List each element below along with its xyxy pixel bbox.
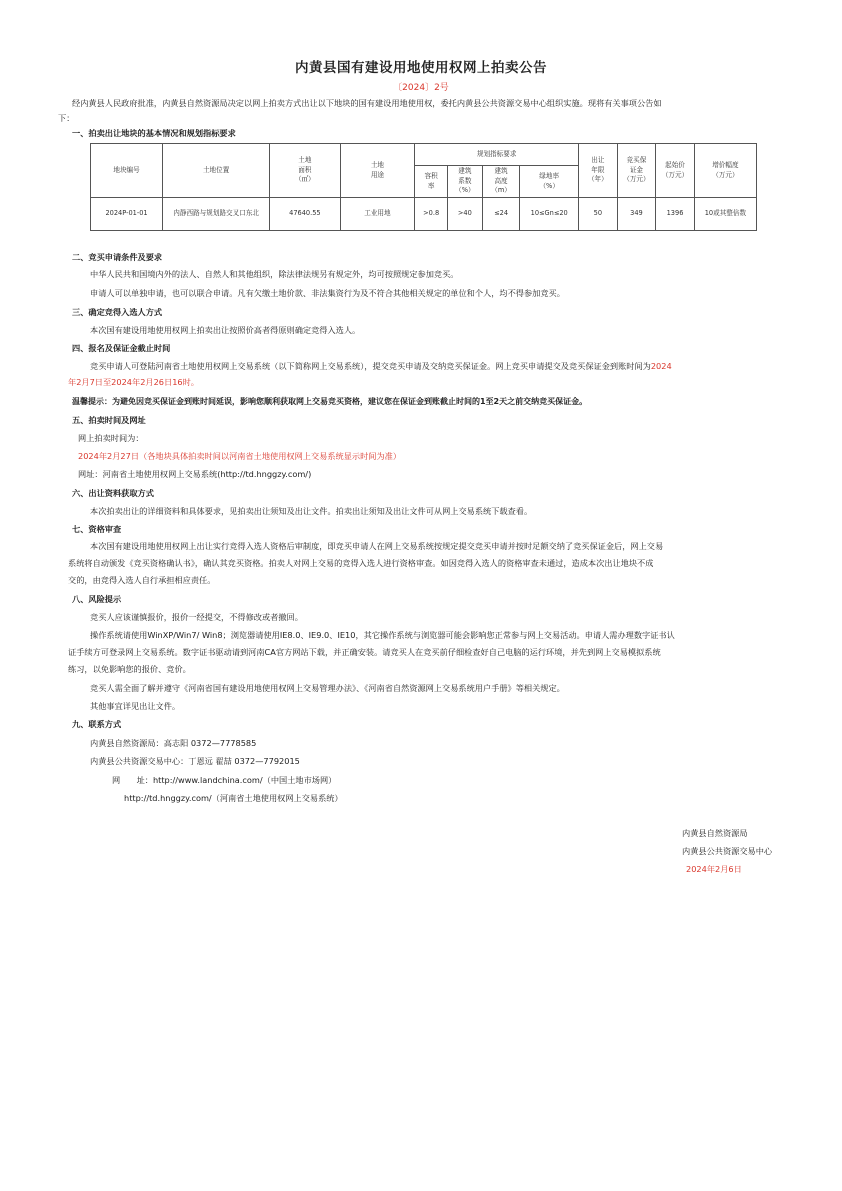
contact-website-1: 网 址：http://www.landchina.com/（中国土地市场网）	[112, 775, 337, 785]
section-3-para-1: 本次国有建设用地使用权网上拍卖出让按照价高者得原则确定竞得入选人。	[90, 325, 361, 335]
section-6-heading: 六、出让资料获取方式	[72, 488, 154, 498]
cell-term: 50	[579, 198, 618, 231]
th-increment: 增价幅度 （万元）	[694, 144, 756, 198]
section-1-heading: 一、拍卖出让地块的基本情况和规划指标要求	[72, 128, 236, 138]
signature-date: 2024年2月6日	[686, 864, 742, 874]
page-title: 内黄县国有建设用地使用权网上拍卖公告	[295, 60, 547, 76]
section-8-para-2-line-2: 证手续方可登录网上交易系统。数字证书驱动请到河南CA官方网站下载，并正确安装。请竞买人在竞买前仔细检查好自己电脑的运行环境，并先到网上交易模拟系统	[68, 647, 661, 657]
th-height: 建筑 高度 （m）	[482, 166, 520, 198]
document-number: 〔2024〕2号	[393, 83, 449, 93]
section-8-para-1: 竞买人应该谨慎报价，报价一经提交，不得修改或者撤回。	[90, 612, 303, 622]
th-area: 土地 面积 （㎡）	[270, 144, 340, 198]
signature-center: 内黄县公共资源交易中心	[682, 846, 773, 856]
section-8-heading: 八、风险提示	[72, 594, 122, 604]
section-5-para-1: 网上拍卖时间为：	[78, 433, 144, 443]
th-planning: 规划指标要求	[415, 144, 579, 166]
cell-green: 10≤Gn≤20	[520, 198, 579, 231]
th-start-price: 起始价 （万元）	[656, 144, 695, 198]
contact-resources-bureau: 内黄县自然资源局：高志阳 0372—7778585	[90, 738, 257, 748]
section-6-para-1: 本次拍卖出让的详细资料和具体要求，见拍卖出让须知及出让文件。拍卖出让须知及出让文件可从网上交易系统下载查看。	[90, 506, 533, 516]
cell-use: 工业用地	[340, 198, 415, 231]
section-8-para-4: 其他事宜详见出让文件。	[90, 701, 181, 711]
section-8-para-2-line-3: 练习，以免影响您的报价、竞价。	[68, 664, 191, 674]
table-row	[91, 198, 757, 231]
section-7-line-3: 交的，由竞得入选人自行承担相应责任。	[68, 575, 216, 585]
contact-trading-center: 内黄县公共资源交易中心：丁恩远 翟喆 0372—7792015	[90, 756, 300, 766]
section-4-para-1: 竞买申请人可登陆河南省土地使用权网上交易系统（以下简称网上交易系统），提交竞买申请及交纳竞买保证金。网上竞买申请提交及竞买保证金到账时间为2024	[90, 361, 672, 371]
intro-tail: 下：	[58, 113, 75, 123]
section-3-heading: 三、确定竞得入选人方式	[72, 307, 163, 317]
th-coverage: 建筑 系数 （%）	[447, 166, 482, 198]
th-location: 土地位置	[163, 144, 270, 198]
section-4-tip: 温馨提示：为避免因竞买保证金到账时间延误，影响您顺利获取网上交易竞买资格，建议您在保证金到账截止时间的1至2天之前交纳竞买保证金。	[72, 397, 588, 406]
cell-increment: 10或其整倍数	[694, 198, 756, 231]
section-8-para-2-line-1: 操作系统请使用WinXP/Win7/ Win8；浏览器请使用IE8.0、IE9.0、IE10，其它操作系统与浏览器可能会影响您正常参与网上交易活动。申请人需办理数字证书认	[90, 630, 675, 640]
signature-bureau: 内黄县自然资源局	[682, 828, 748, 838]
th-far: 容积 率	[415, 166, 448, 198]
section-2-heading: 二、竞买申请条件及要求	[72, 252, 163, 262]
cell-height: ≤24	[482, 198, 520, 231]
section-4-deadline: 年2月7日至2024年2月26日16时。	[68, 377, 199, 387]
section-9-heading: 九、联系方式	[72, 719, 122, 729]
th-green: 绿地率 （%）	[520, 166, 579, 198]
section-2-para-2: 申请人可以单独申请，也可以联合申请。凡有欠缴土地价款、非法集资行为及不符合其他相关规定的单位和个人，均不得参加竞买。	[90, 288, 565, 298]
section-5-website: 网址：河南省土地使用权网上交易系统(http://td.hnggzy.com/)	[78, 469, 312, 479]
contact-website-2: http://td.hnggzy.com/（河南省土地使用权网上交易系统）	[124, 793, 343, 803]
cell-far: >0.8	[415, 198, 448, 231]
section-2-para-1: 中华人民共和国境内外的法人、自然人和其他组织，除法律法规另有规定外，均可按照规定参加竞买。	[90, 269, 459, 279]
section-8-para-3: 竞买人需全面了解并遵守《河南省国有建设用地使用权网上交易管理办法》、《河南省自然资源网上交易系统用户手册》等相关规定。	[90, 683, 565, 693]
section-4-heading: 四、报名及保证金截止时间	[72, 343, 171, 353]
th-term: 出让 年限 （年）	[579, 144, 618, 198]
th-use: 土地 用途	[340, 144, 415, 198]
section-5-heading: 五、拍卖时间及网址	[72, 415, 146, 425]
cell-parcel-no: 2024P-01-01	[91, 198, 163, 231]
section-7-line-2: 系统将自动颁发《竞买资格确认书》，确认其竞买资格。拍卖人对网上交易的竞得入选人进行资格审查。如因竞得入选人的资格审查未通过，造成本次出让地块不成	[68, 558, 654, 568]
parcel-table	[90, 143, 757, 231]
th-deposit: 竞买保 证金 （万元）	[617, 144, 656, 198]
cell-area: 47640.55	[270, 198, 340, 231]
section-7-heading: 七、资格审查	[72, 524, 122, 534]
section-7-line-1: 本次国有建设用地使用权网上出让实行竞得入选人资格后审制度，即竞买申请人在网上交易系统按规定提交竞买申请并按时足额交纳了竞买保证金后，网上交易	[90, 541, 664, 551]
cell-start-price: 1396	[656, 198, 695, 231]
intro-line: 经内黄县人民政府批准，内黄县自然资源局决定以网上拍卖方式出让以下地块的国有建设用地使用权，委托内黄县公共资源交易中心组织实施。现将有关事项公告如	[72, 98, 662, 108]
cell-deposit: 349	[617, 198, 656, 231]
cell-location: 内静西路与规划路交叉口东北	[163, 198, 270, 231]
section-5-auction-time: 2024年2月27日（各地块具体拍卖时间以河南省土地使用权网上交易系统显示时间为准）	[78, 451, 402, 461]
cell-coverage: >40	[447, 198, 482, 231]
th-parcel-no: 地块编号	[91, 144, 163, 198]
